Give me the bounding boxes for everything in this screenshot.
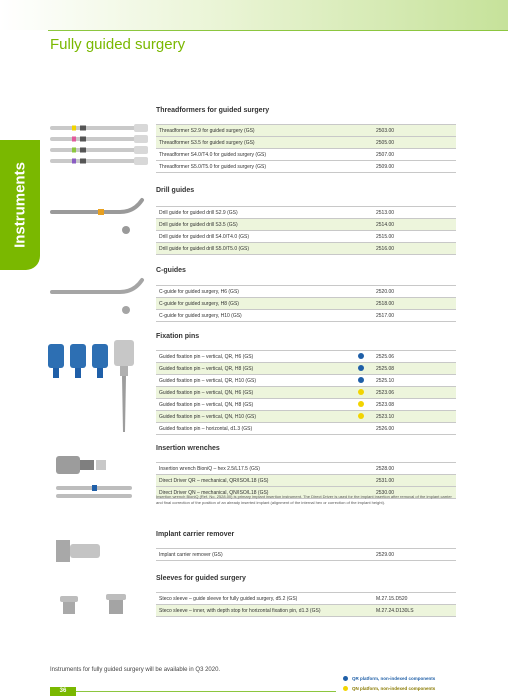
- ref-number: 2517.00: [373, 310, 456, 322]
- table-row: [156, 125, 456, 137]
- ref-number: 2523.08: [373, 399, 456, 411]
- ref-number: 2530.00: [373, 487, 456, 499]
- table-row: [156, 161, 456, 173]
- table-row: [156, 243, 456, 255]
- product-name: Threadformer S3.5 for guided surgery (GS): [156, 137, 373, 149]
- ref-number: 2528.00: [373, 463, 456, 475]
- qr-platform-dot: [358, 365, 364, 371]
- steco-sleeves-illustration: [60, 592, 140, 622]
- ref-number: 2516.00: [373, 243, 456, 255]
- table-row: [156, 298, 456, 310]
- ref-number: 2505.00: [373, 137, 456, 149]
- product-name: Steco sleeve – guide sleeve for fully guided surgery, d5.2 (GS): [156, 593, 373, 605]
- table-row: [156, 231, 456, 243]
- table-row: [156, 207, 456, 219]
- qn-platform-dot: [358, 401, 364, 407]
- table-row: [156, 149, 456, 161]
- steco-sleeve-inner: [106, 594, 126, 614]
- ref-number: M.27.24.D130LS: [373, 605, 456, 617]
- product-name: Drill guide for guided drill S4.0/T4.0 (GS): [156, 231, 373, 243]
- qr-legend-dot: [343, 676, 348, 681]
- legend-qr-label: QR platform, non-indexed components: [352, 676, 436, 681]
- qn-platform-dot: [358, 389, 364, 395]
- product-name: Guided fixation pin – vertical, QN, H8 (GS): [156, 399, 346, 411]
- sleeves-table: [156, 592, 456, 617]
- ref-number: 2513.00: [373, 207, 456, 219]
- product-name: Guided fixation pin – vertical, QN, H6 (GS): [156, 387, 346, 399]
- ref-number: M.27.15.D520: [373, 593, 456, 605]
- fixation-pins-table: [156, 350, 456, 435]
- product-name: Steco sleeve – inner, with depth stop for horizontal fixation pin, d1.3 (GS): [156, 605, 373, 617]
- fixation-pin-qr-1: [48, 344, 64, 378]
- table-row: [156, 219, 456, 231]
- fixation-pins-illustration: [48, 340, 144, 436]
- side-tab: [0, 140, 40, 270]
- section-title-insertion-wrenches: Insertion wrenches: [156, 445, 220, 452]
- ref-number: 2525.10: [373, 375, 456, 387]
- insertion-note: Insertion wrench BioniQ (Ref. No. 2528.00) is primary implant insertion instrument. The Direct Driver is used for the implant insertion after removal of the implant carrier and final correction of the position of an already inserted implant (alignment of the internal hex or correction of the implant height).: [156, 494, 452, 505]
- threadformer-2: [50, 135, 148, 143]
- fixation-pin-horizontal: [114, 340, 134, 432]
- qn-platform-dot: [358, 413, 364, 419]
- ref-number: 2509.00: [373, 161, 456, 173]
- ref-number: 2518.00: [373, 298, 456, 310]
- threadformer-3: [50, 146, 148, 154]
- qr-platform-dot: [358, 353, 364, 359]
- table-row: [156, 593, 456, 605]
- product-name: C-guide for guided surgery, H10 (GS): [156, 310, 373, 322]
- table-row: [156, 363, 456, 375]
- ref-number: 2507.00: [373, 149, 456, 161]
- header-band: [0, 0, 508, 30]
- ref-number: 2525.06: [373, 351, 456, 363]
- product-name: C-guide for guided surgery, H6 (GS): [156, 286, 373, 298]
- product-name: Guided fixation pin – vertical, QN, H10 (GS): [156, 411, 346, 423]
- product-name: Guided fixation pin – horizontal, d1.3 (GS): [156, 423, 346, 435]
- table-row: [156, 375, 456, 387]
- ref-number: 2525.08: [373, 363, 456, 375]
- section-title-drill-guides: Drill guides: [156, 187, 195, 194]
- ref-number: 2526.00: [373, 423, 456, 435]
- threadformer-1: [50, 124, 148, 132]
- legend-qn-label: QN platform, non-indexed components: [352, 686, 436, 691]
- table-row: [156, 549, 456, 561]
- ref-number: 2523.10: [373, 411, 456, 423]
- table-row: [156, 387, 456, 399]
- c-guide-illustration: [50, 278, 150, 318]
- section-title-threadformers: Threadformers for guided surgery: [156, 107, 270, 114]
- product-name: Direct Driver QR – mechanical, QR/ISO/L18 (GS): [156, 475, 373, 487]
- fixation-pin-qr-2: [70, 344, 86, 378]
- qn-legend-dot: [343, 686, 348, 691]
- availability-note: Instruments for fully guided surgery will be available in Q3 2020.: [50, 667, 221, 673]
- product-name: Threadformer S5.0/T5.0 for guided surgery (GS): [156, 161, 373, 173]
- product-name: Drill guide for guided drill S3.5 (GS): [156, 219, 373, 231]
- section-title-c-guides: C-guides: [156, 267, 186, 274]
- page-number: 36: [50, 687, 76, 696]
- c-guides-table: [156, 285, 456, 322]
- product-name: Drill guide for guided drill S2.9 (GS): [156, 207, 373, 219]
- legend-qr: [343, 676, 435, 681]
- side-tab-label: Instruments: [11, 162, 29, 248]
- insertion-wrench-illustration: [56, 452, 156, 500]
- product-name: Implant carrier remover (GS): [156, 549, 373, 561]
- section-title-implant-carrier-remover: Implant carrier remover: [156, 531, 235, 538]
- table-row: [156, 605, 456, 617]
- implant-carrier-remover-illustration: [56, 538, 116, 568]
- qr-platform-dot: [358, 377, 364, 383]
- table-row: [156, 310, 456, 322]
- table-row: [156, 286, 456, 298]
- legend-qn: [343, 686, 435, 691]
- page-title: Fully guided surgery: [50, 36, 186, 53]
- table-row: [156, 137, 456, 149]
- table-row: [156, 399, 456, 411]
- section-title-sleeves: Sleeves for guided surgery: [156, 575, 246, 582]
- implant-carrier-remover-table: [156, 548, 456, 561]
- table-row: [156, 411, 456, 423]
- ref-number: 2531.00: [373, 475, 456, 487]
- product-name: Guided fixation pin – vertical, QR, H8 (GS): [156, 363, 346, 375]
- table-row: [156, 463, 456, 475]
- product-name: Guided fixation pin – vertical, QR, H6 (GS): [156, 351, 346, 363]
- table-row: [156, 423, 456, 435]
- product-name: Guided fixation pin – vertical, QR, H10 (GS): [156, 375, 346, 387]
- section-title-fixation-pins: Fixation pins: [156, 333, 200, 340]
- fixation-pin-qr-3: [92, 344, 108, 378]
- ref-number: 2514.00: [373, 219, 456, 231]
- product-name: C-guide for guided surgery, H8 (GS): [156, 298, 373, 310]
- product-name: Threadformer S2.9 for guided surgery (GS): [156, 125, 373, 137]
- drill-guide-illustration: [50, 198, 150, 238]
- drill-guides-table: [156, 206, 456, 255]
- ref-number: 2520.00: [373, 286, 456, 298]
- footer-divider: [76, 691, 336, 692]
- product-name: Threadformer S4.0/T4.0 for guided surgery (GS): [156, 149, 373, 161]
- table-row: [156, 475, 456, 487]
- product-name: Direct Driver QN – mechanical, QN/ISO/L18 (GS): [156, 487, 373, 499]
- steco-sleeve-guide: [60, 596, 78, 614]
- header-divider: [48, 30, 508, 31]
- ref-number: 2523.06: [373, 387, 456, 399]
- threadformer-illustration: [50, 124, 150, 170]
- threadformers-table: [156, 124, 456, 173]
- table-row: [156, 351, 456, 363]
- ref-number: 2503.00: [373, 125, 456, 137]
- ref-number: 2515.00: [373, 231, 456, 243]
- product-name: Drill guide for guided drill S5.0/T5.0 (GS): [156, 243, 373, 255]
- product-name: Insertion wrench BioniQ – hex 2.5/L17.5 (GS): [156, 463, 373, 475]
- ref-number: 2529.00: [373, 549, 456, 561]
- threadformer-4: [50, 157, 148, 165]
